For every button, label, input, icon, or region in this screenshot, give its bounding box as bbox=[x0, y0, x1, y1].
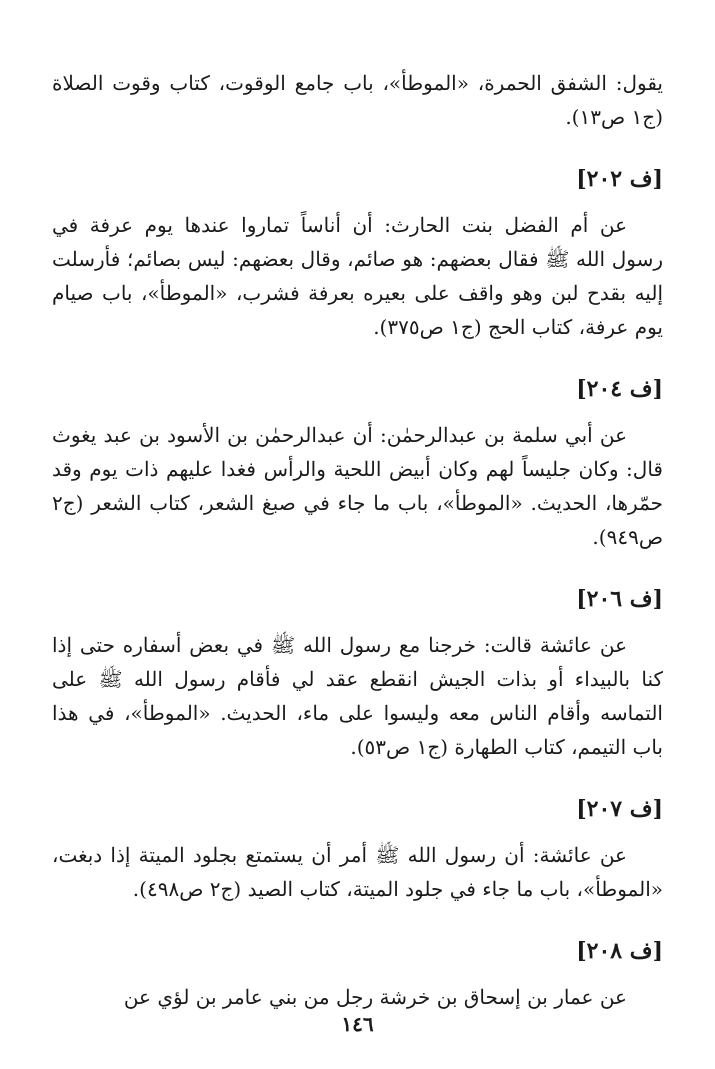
section-202 bbox=[52, 164, 663, 344]
section-text: عن عمار بن إسحاق بن خرشة رجل من بني عامر بن لؤي عن bbox=[123, 985, 627, 1009]
section-heading: [ف ٢٠٧] bbox=[576, 796, 663, 822]
section-heading: [ف ٢٠٢] bbox=[576, 166, 663, 192]
section-204 bbox=[52, 374, 663, 554]
section-207 bbox=[52, 794, 663, 906]
section-text: عن أبي سلمة بن عبدالرحمٰن: أن عبدالرحمٰن بن الأسود بن عبد يغوث قال: وكان جليساً لهم وكان أبيض اللحية والرأس فغدا عليهم ذات يوم وقد حمّرها، الحديث. «الموطأ»، باب ما جاء في صبغ الشعر، كتاب الشعر (ج٢ ص٩٤٩). bbox=[52, 423, 663, 549]
intro-paragraph: يقول: الشفق الحمرة، «الموطأ»، باب جامع الوقوت، كتاب وقوت الصلاة (ج١ ص١٣). bbox=[52, 71, 663, 129]
section-heading: [ف ٢٠٤] bbox=[576, 376, 663, 402]
section-208 bbox=[52, 936, 663, 1014]
page-number: ١٤٦ bbox=[341, 1012, 374, 1036]
section-206 bbox=[52, 584, 663, 764]
section-heading: [ف ٢٠٨] bbox=[576, 938, 663, 964]
section-text: عن عائشة قالت: خرجنا مع رسول الله ﷺ في بعض أسفاره حتى إذا كنا بالبيداء أو بذات الجيش انقطع عقد لي فأقام رسول الله ﷺ على التماسه وأقام الناس معه وليسوا على ماء، الحديث. «الموطأ»، في هذا باب التيمم، كتاب الطهارة (ج١ ص٥٣). bbox=[52, 633, 663, 759]
section-text: عن عائشة: أن رسول الله ﷺ أمر أن يستمتع بجلود الميتة إذا دبغت، «الموطأ»، باب ما جاء في جلود الميتة، كتاب الصيد (ج٢ ص٤٩٨). bbox=[52, 843, 663, 901]
section-text: عن أم الفضل بنت الحارث: أن أناساً تماروا عندها يوم عرفة في رسول الله ﷺ فقال بعضهم: هو صائم، وقال بعضهم: ليس بصائم؛ فأرسلت إليه بقدح لبن وهو واقف على بعيره بعرفة فشرب، «الموطأ»، باب صيام يوم عرفة، كتاب الحج (ج١ ص٣٧٥). bbox=[52, 213, 663, 339]
section-heading: [ف ٢٠٦] bbox=[576, 586, 663, 612]
